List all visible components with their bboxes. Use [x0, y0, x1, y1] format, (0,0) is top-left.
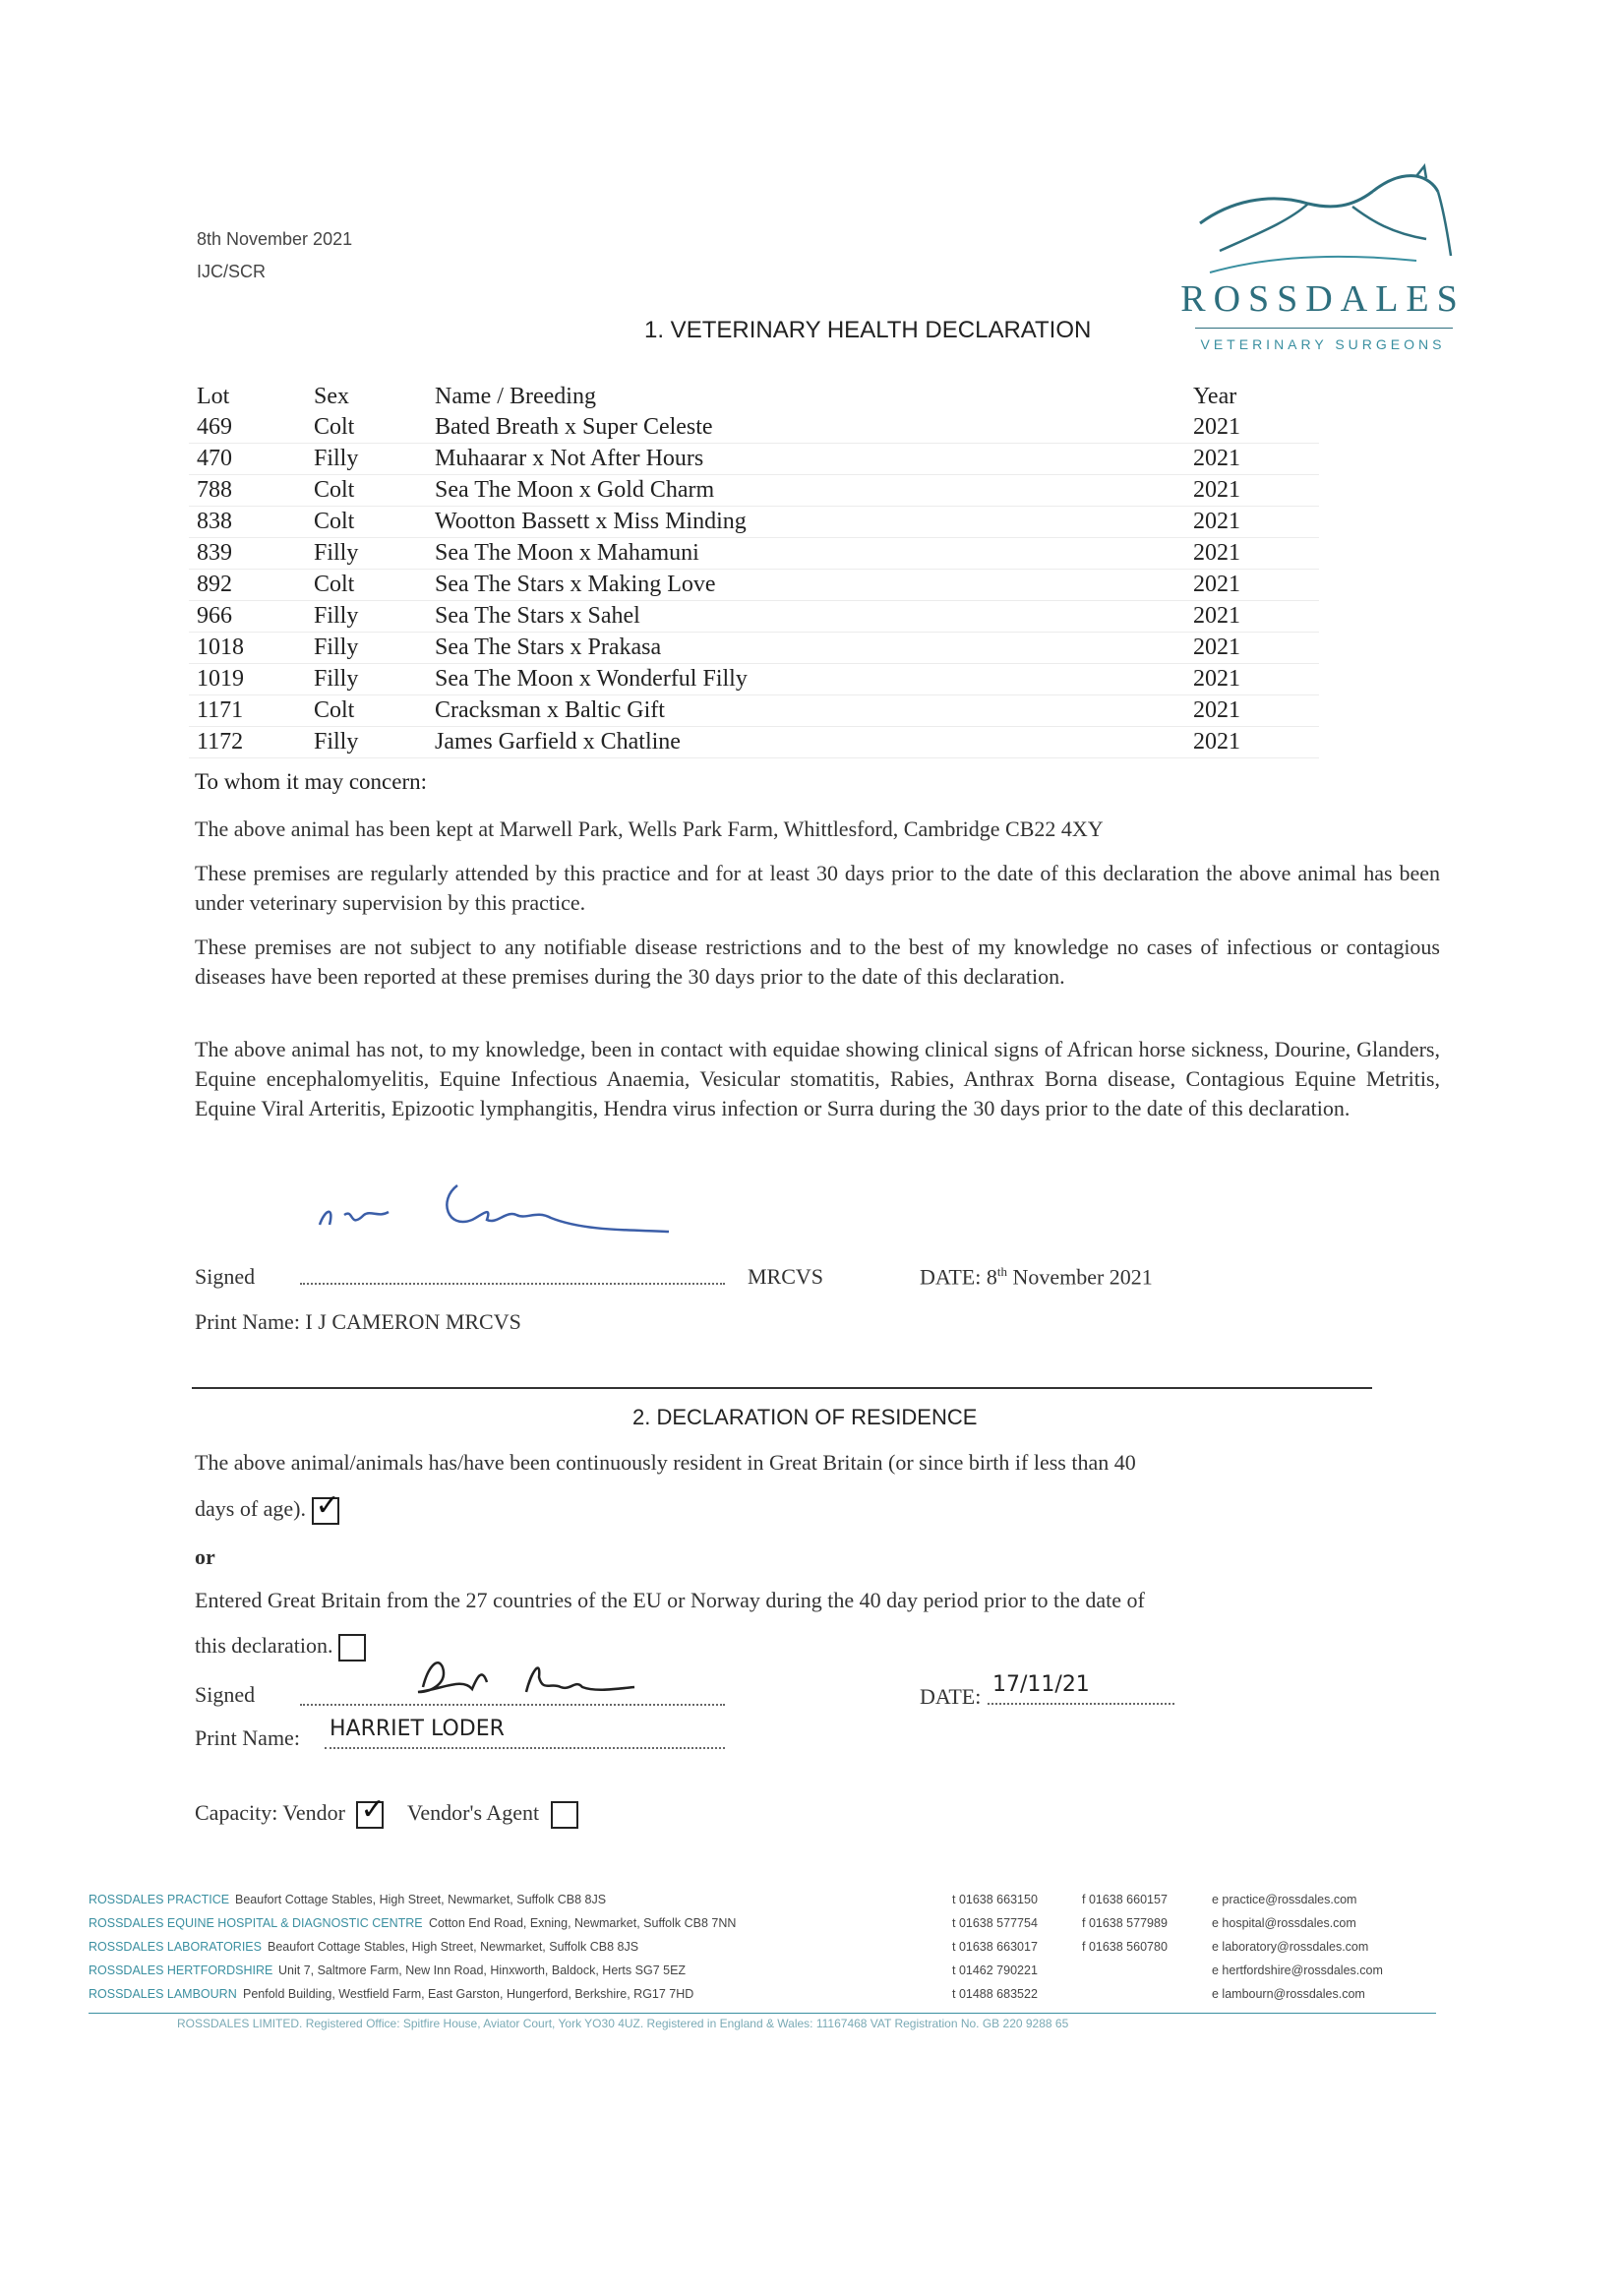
vendor-print-field[interactable]: [325, 1717, 725, 1749]
cell-sex: Filly: [306, 633, 427, 664]
footer-divider: [89, 2013, 1436, 2014]
cell-year: 2021: [1185, 538, 1319, 570]
cell-sex: Filly: [306, 601, 427, 633]
cell-year: 2021: [1185, 507, 1319, 538]
cell-year: 2021: [1185, 475, 1319, 507]
cell-sex: Filly: [306, 664, 427, 695]
footer-phone: t 01488 683522: [952, 1987, 1038, 2001]
cell-sex: Colt: [306, 570, 427, 601]
table-row: [189, 444, 1319, 475]
vendor-date-label: DATE:: [920, 1684, 982, 1709]
vendor-signed-label: Signed: [195, 1682, 256, 1707]
cell-lot: 1018: [189, 633, 306, 664]
table-row: [189, 570, 1319, 601]
table-row: [189, 633, 1319, 664]
capacity-vendor-label: Capacity: Vendor: [195, 1800, 345, 1825]
cell-name: Sea The Stars x Prakasa: [427, 633, 1185, 664]
cell-year: 2021: [1185, 570, 1319, 601]
table-row: [189, 412, 1319, 444]
mrcvs-label: MRCVS: [748, 1264, 824, 1289]
col-year: Year: [1193, 384, 1237, 409]
cell-lot: 1019: [189, 664, 306, 695]
section1-title: 1. VETERINARY HEALTH DECLARATION: [644, 317, 1092, 343]
cell-name: Sea The Moon x Gold Charm: [427, 475, 1185, 507]
cell-name: Sea The Moon x Mahamuni: [427, 538, 1185, 570]
cell-lot: 788: [189, 475, 306, 507]
cell-name: Cracksman x Baltic Gift: [427, 695, 1185, 727]
footer-office-address: Beaufort Cottage Stables, High Street, Newmarket, Suffolk CB8 8JS: [268, 1940, 639, 1954]
vet-print-name: Print Name: I J CAMERON MRCVS: [195, 1309, 521, 1334]
entered-checkbox[interactable]: [338, 1634, 366, 1662]
checkmark-icon: ✓: [360, 1792, 386, 1826]
cell-year: 2021: [1185, 412, 1319, 444]
brand-subtitle: VETERINARY SURGEONS: [1200, 336, 1446, 352]
table-row: [189, 475, 1319, 507]
cell-sex: Colt: [306, 507, 427, 538]
col-sex: Sex: [314, 384, 349, 409]
cell-name: Sea The Stars x Sahel: [427, 601, 1185, 633]
footer-office-name: ROSSDALES LAMBOURN: [89, 1987, 237, 2001]
table-row: [189, 507, 1319, 538]
paragraph-disease-contact: The above animal has not, to my knowledge, been in contact with equidae showing clinical signs of African horse sickness, Dourine, Glanders, Equine encephalomyelitis, Equine Infectious Anaemia, Vesicular stomatitis, Rabies, Anthrax Borna disease, Contagious Equine Metritis, Equine Viral Arteritis, Epizootic lymphangitis, Hendra virus infection or Surra during the 30 days prior to the date of this declaration.: [195, 1037, 1440, 1120]
cell-lot: 966: [189, 601, 306, 633]
residence-text-line2-row: [195, 1488, 340, 1525]
section-divider: [192, 1387, 1372, 1389]
footer-office-name: ROSSDALES LABORATORIES: [89, 1940, 262, 1954]
vendor-signature-line[interactable]: [300, 1680, 725, 1706]
footer-phone: t 01638 577754: [952, 1916, 1038, 1930]
table-row: [189, 727, 1319, 758]
paragraph-premises: The above animal has been kept at Marwell Park, Wells Park Farm, Whittlesford, Cambridge CB22 4XY: [195, 816, 1104, 841]
footer-fax: f 01638 560780: [1082, 1940, 1168, 1954]
letter-reference: IJC/SCR: [197, 262, 267, 281]
col-name: Name / Breeding: [435, 384, 596, 409]
vet-signature-date: DATE: 8th November 2021: [920, 1264, 1153, 1290]
cell-lot: 1172: [189, 727, 306, 758]
cell-name: Sea The Stars x Making Love: [427, 570, 1185, 601]
cell-year: 2021: [1185, 664, 1319, 695]
capacity-agent-label: Vendor's Agent: [406, 1800, 540, 1825]
footer-phone: t 01638 663017: [952, 1940, 1038, 1954]
footer-office-name: ROSSDALES PRACTICE: [89, 1893, 230, 1906]
footer-office-address: Cotton End Road, Exning, Newmarket, Suffolk CB8 7NN: [429, 1916, 737, 1930]
entered-text-line2: this declaration.: [195, 1633, 333, 1658]
paragraph-supervision: These premises are regularly attended by this practice and for at least 30 days prior to the date of this declaration the above animal has been under veterinary supervision by this practice.: [195, 861, 1440, 915]
footer-office-name: ROSSDALES EQUINE HOSPITAL & DIAGNOSTIC CENTRE: [89, 1916, 423, 1930]
footer-email: e laboratory@rossdales.com: [1212, 1940, 1369, 1954]
brand-name: ROSSDALES: [1180, 278, 1466, 320]
table-row: [189, 695, 1319, 727]
cell-name: Muhaarar x Not After Hours: [427, 444, 1185, 475]
cell-lot: 469: [189, 412, 306, 444]
table-row: [189, 538, 1319, 570]
cell-lot: 892: [189, 570, 306, 601]
paragraph-restrictions: These premises are not subject to any notifiable disease restrictions and to the best of my knowledge no cases of infectious or contagious diseases have been reported at these premises during the 30 days prior to the date of this declaration.: [195, 935, 1440, 989]
footer-office-address: Penfold Building, Westfield Farm, East Garston, Hungerford, Berkshire, RG17 7HD: [243, 1987, 694, 2001]
cell-lot: 839: [189, 538, 306, 570]
footer-phone: t 01462 790221: [952, 1964, 1038, 1977]
cell-year: 2021: [1185, 695, 1319, 727]
vendor-print-label: Print Name:: [195, 1725, 300, 1750]
footer-legal: ROSSDALES LIMITED. Registered Office: Spitfire House, Aviator Court, York YO30 4UZ. Registered in England & Wales: 11167468 VAT Registration No. GB 220 9288 65: [177, 2017, 1069, 2030]
table-row: [189, 664, 1319, 695]
cell-year: 2021: [1185, 727, 1319, 758]
cell-year: 2021: [1185, 444, 1319, 475]
entered-text-line1: Entered Great Britain from the 27 countries of the EU or Norway during the 40 day period prior to the date of: [195, 1588, 1145, 1612]
footer-office-address: Unit 7, Saltmore Farm, New Inn Road, Hinxworth, Baldock, Herts SG7 5EZ: [278, 1964, 687, 1977]
cell-lot: 1171: [189, 695, 306, 727]
vendor-date-field[interactable]: [988, 1672, 1174, 1705]
section2-title: 2. DECLARATION OF RESIDENCE: [632, 1405, 978, 1429]
cell-lot: 470: [189, 444, 306, 475]
cell-sex: Filly: [306, 727, 427, 758]
cell-sex: Colt: [306, 475, 427, 507]
salutation: To whom it may concern:: [195, 769, 427, 794]
footer-office-address: Beaufort Cottage Stables, High Street, Newmarket, Suffolk CB8 8JS: [235, 1893, 607, 1906]
entered-text-line2-row: [195, 1633, 366, 1662]
vet-signature: [310, 1171, 684, 1249]
cell-year: 2021: [1185, 601, 1319, 633]
cell-sex: Filly: [306, 538, 427, 570]
vendor-checkbox[interactable]: [356, 1792, 386, 1829]
horse-logo-icon: [1190, 162, 1456, 275]
vendor-print-value: HARRIET LODER: [330, 1717, 505, 1741]
cell-year: 2021: [1185, 633, 1319, 664]
checkmark-icon: ✓: [315, 1488, 340, 1522]
cell-name: Sea The Moon x Wonderful Filly: [427, 664, 1185, 695]
cell-name: James Garfield x Chatline: [427, 727, 1185, 758]
cell-name: Wootton Bassett x Miss Minding: [427, 507, 1185, 538]
footer-email: e practice@rossdales.com: [1212, 1893, 1357, 1906]
footer-office-name: ROSSDALES HERTFORDSHIRE: [89, 1964, 273, 1977]
vet-signature-line: [300, 1259, 725, 1285]
letter-date: 8th November 2021: [197, 229, 353, 249]
residence-text-line2: days of age).: [195, 1496, 307, 1521]
cell-name: Bated Breath x Super Celeste: [427, 412, 1185, 444]
table-header-row: [189, 382, 1319, 412]
cell-lot: 838: [189, 507, 306, 538]
resident-checkbox[interactable]: [312, 1488, 340, 1525]
footer-fax: f 01638 577989: [1082, 1916, 1168, 1930]
table-row: [189, 601, 1319, 633]
capacity-row: [195, 1792, 578, 1829]
footer-phone: t 01638 663150: [952, 1893, 1038, 1906]
col-lot: Lot: [197, 384, 230, 409]
cell-sex: Colt: [306, 695, 427, 727]
footer-email: e hospital@rossdales.com: [1212, 1916, 1356, 1930]
brand-divider: [1195, 328, 1453, 329]
vet-signed-label: Signed: [195, 1264, 256, 1289]
footer-email: e hertfordshire@rossdales.com: [1212, 1964, 1383, 1977]
lots-table: [189, 382, 1319, 758]
residence-text-line1: The above animal/animals has/have been continuously resident in Great Britain (or since birth if less than 40: [195, 1450, 1136, 1475]
cell-sex: Filly: [306, 444, 427, 475]
footer-email: e lambourn@rossdales.com: [1212, 1987, 1365, 2001]
cell-sex: Colt: [306, 412, 427, 444]
vendor-date-value: 17/11/21: [992, 1672, 1090, 1697]
agent-checkbox[interactable]: [551, 1801, 578, 1829]
or-label: or: [195, 1544, 215, 1569]
footer-fax: f 01638 660157: [1082, 1893, 1168, 1906]
